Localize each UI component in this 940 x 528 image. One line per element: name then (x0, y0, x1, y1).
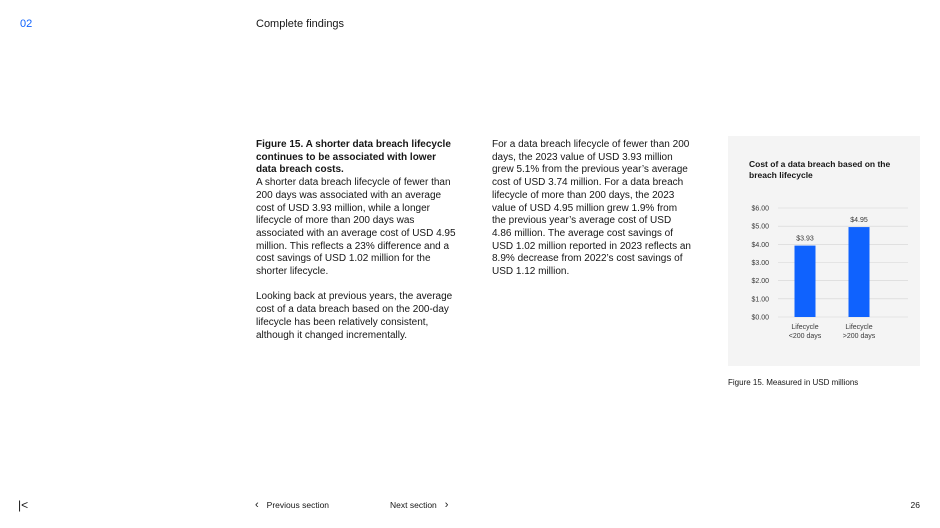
y-tick-label: $6.00 (751, 205, 769, 213)
y-tick-label: $0.00 (751, 314, 769, 322)
x-tick-label: <200 days (788, 333, 822, 340)
text-column-middle (492, 139, 692, 279)
x-tick-label: Lifecycle (791, 324, 819, 331)
chevron-right-icon: › (444, 499, 449, 511)
figure-caption: Figure 15. Measured in USD millions (728, 378, 859, 387)
x-tick-label: Lifecycle (845, 324, 873, 331)
data-label: $3.93 (796, 235, 814, 243)
chart-panel (728, 136, 920, 366)
figure-title: Figure 15. A shorter data breach lifecycle continues to be associated with lower data breach costs. (256, 139, 451, 176)
page-number: 26 (910, 500, 920, 510)
chart-title: Cost of a data breach based on the breach lifecycle (749, 159, 891, 180)
y-tick-label: $3.00 (751, 260, 769, 267)
section-title: Complete findings (256, 18, 345, 30)
next-section-label: Next section (390, 500, 437, 510)
x-tick-label: >200 days (842, 333, 876, 340)
first-page-icon[interactable]: |< (18, 498, 29, 512)
body-paragraph: For a data breach lifecycle of fewer than 200 days, the 2023 value of USD 3.93 million grew 5.1% from the previous year’s average cost of USD 3.74 million. For a data breach lifecycle of more than 200 days, the 2023 value of USD 4.95 million grew 1.9% from the previous year’s average cost of USD 4.86 million. The average cost savings of USD 1.02 million reported in 2023 reflects an 8.9% decrease from 2022’s cost savings of USD 1.12 million. (492, 139, 691, 278)
y-tick-label: $1.00 (751, 296, 769, 304)
next-section-link[interactable] (390, 500, 448, 510)
body-paragraph: A shorter data breach lifecycle of fewer than 200 days was associated with an average cost of USD 3.93 million, while a longer lifecycle of more than 200 days was associated with an average cost of USD 4.95 million. This reflects a 23% difference and a cost savings of USD 1.02 million for the shorter lifecycle. (256, 177, 456, 278)
bar (849, 227, 870, 317)
chevron-left-icon: ‹ (255, 499, 259, 511)
y-tick-label: $5.00 (751, 223, 769, 231)
section-number: 02 (20, 18, 33, 30)
previous-section-link[interactable] (255, 500, 329, 510)
previous-section-label: Previous section (266, 500, 330, 510)
y-tick-label: $4.00 (751, 241, 769, 249)
data-label: $4.95 (850, 217, 868, 225)
text-column-left (256, 139, 456, 342)
bar (795, 246, 816, 317)
body-paragraph: Looking back at previous years, the average cost of a data breach based on the 200-day lifecycle has been relatively consistent, although it changed incrementally. (256, 291, 453, 341)
y-tick-label: $2.00 (751, 278, 769, 286)
